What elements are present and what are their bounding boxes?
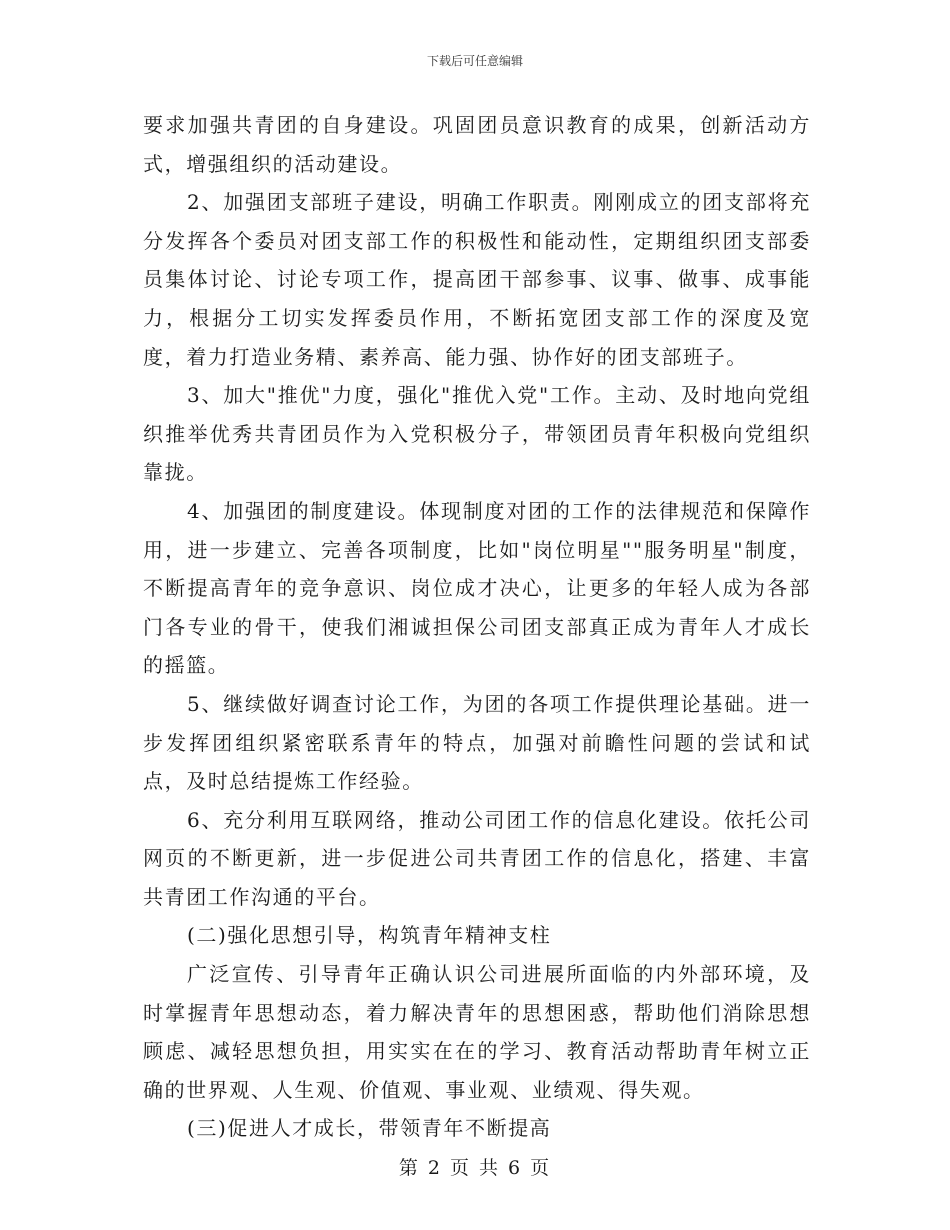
paragraph-6: 6、充分利用互联网络，推动公司团工作的信息化建设。依托公司网页的不断更新，进一步促进公司共青团工作的信息化，搭建、丰富共青团工作沟通的平台。 <box>143 807 811 909</box>
page-header-note: 下载后可任意编辑 <box>426 54 523 68</box>
section-heading-2: (二)强化思想引导，构筑青年精神支柱 <box>187 923 552 948</box>
paragraph-7: 广泛宣传、引导青年正确认识公司进展所面临的内外部环境，及时掌握青年思想动态，着力解决青年的思想困惑，帮助他们消除思想顾虑、减轻思想负担，用实实在在的学习、教育活动帮助青年树立正确的世界观、人生观、价值观、事业观、业绩观、得失观。 <box>143 962 811 1102</box>
document-body <box>143 106 811 1148</box>
section-heading-3: (三)促进人才成长，带领青年不断提高 <box>187 1116 552 1141</box>
paragraph-2: 2、加强团支部班子建设，明确工作职责。刚刚成立的团支部将充分发挥各个委员对团支部工作的积极性和能动性，定期组织团支部委员集体讨论、讨论专项工作，提高团干部参事、议事、做事、成事能力，根据分工切实发挥委员作用，不断拓宽团支部工作的深度及宽度，着力打造业务精、素养高、能力强、协作好的团支部班子。 <box>143 190 811 369</box>
paragraph-1: 要求加强共青团的自身建设。巩固团员意识教育的成果，创新活动方式，增强组织的活动建设。 <box>143 113 811 176</box>
page-number: 第 2 页 共 6 页 <box>398 1157 552 1179</box>
paragraph-3: 3、加大"推优"力度，强化"推优入党"工作。主动、及时地向党组织推举优秀共青团员作为入党积极分子，带领团员青年积极向党组织靠拢。 <box>143 383 811 485</box>
paragraph-4: 4、加强团的制度建设。体现制度对团的工作的法律规范和保障作用，进一步建立、完善各项制度，比如"岗位明星""服务明星"制度，不断提高青年的竞争意识、岗位成才决心，让更多的年轻人成为各部门各专业的骨干，使我们湘诚担保公司团支部真正成为青年人才成长的摇篮。 <box>143 498 811 678</box>
paragraph-5: 5、继续做好调查讨论工作，为团的各项工作提供理论基础。进一步发挥团组织紧密联系青年的特点，加强对前瞻性问题的尝试和试点，及时总结提炼工作经验。 <box>143 691 811 794</box>
